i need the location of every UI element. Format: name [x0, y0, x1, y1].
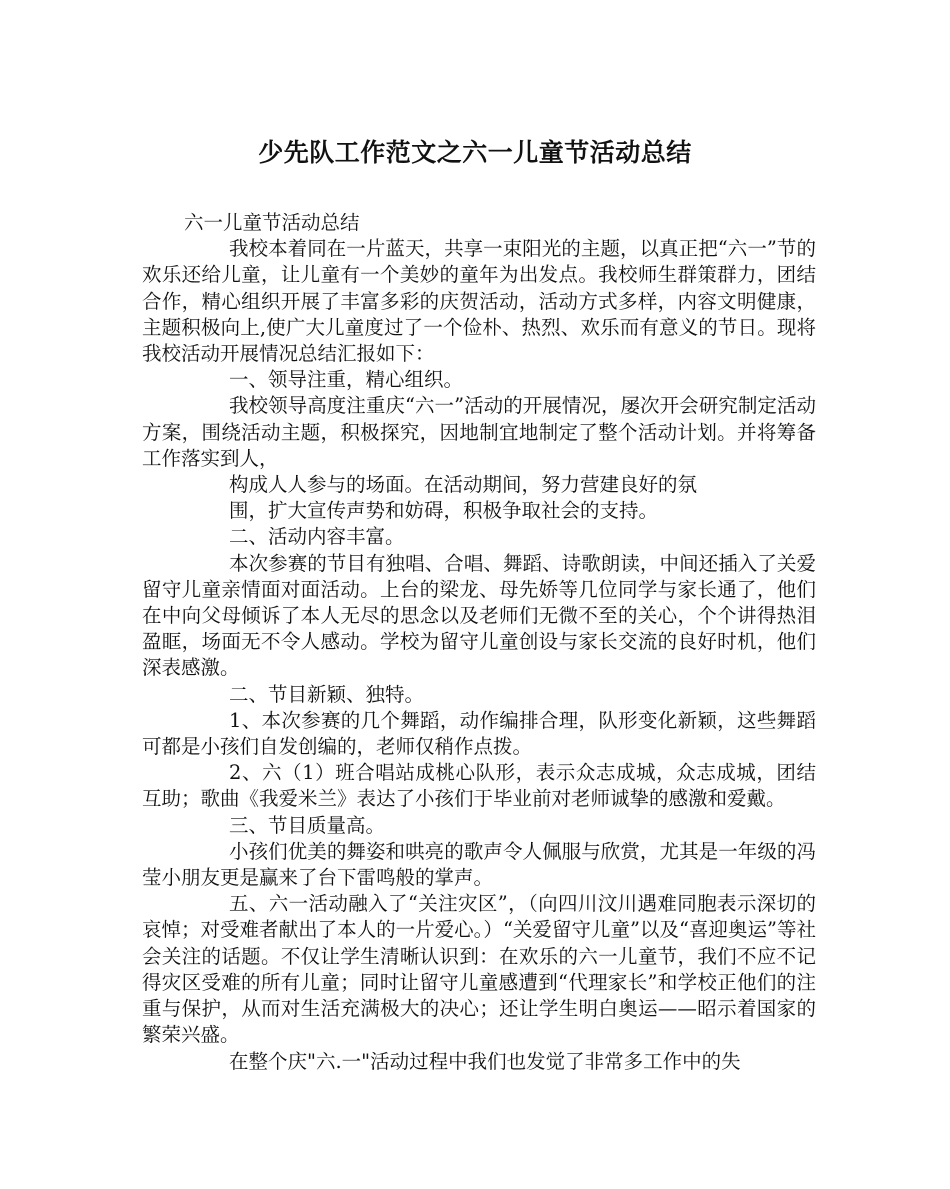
section-heading-summary: 六一儿童节活动总结 [184, 211, 360, 234]
paragraph-intro: 我校本着同在一片蓝天，共享一束阳光的主题，以真正把“六一”节的欢乐还给儿童，让儿童有一个美妙的童年为出发点。我校师生群策群力，团结合作，精心组织开展了丰富多彩的庆贺活动，活动方式多样，内容文明健康，主题积极向上,使广大儿童度过了一个俭朴、热烈、欢乐而有意义的节日。现将我校活动开展情况总结汇报如下： [142, 237, 816, 366]
paragraph-conclusion: 在整个庆"六.一"活动过程中我们也发觉了非常多工作中的失 [229, 1049, 741, 1073]
section-heading-2: 二、活动内容丰富。 [229, 525, 405, 549]
paragraph-participation: 构成人人参与的场面。在活动期间，努力营建良好的氛 [229, 473, 698, 497]
section-heading-3: 三、节目质量高。 [229, 813, 386, 837]
document-body [142, 210, 816, 1075]
paragraph-quality: 小孩们优美的舞姿和哄亮的歌声令人佩服与欣赏，尤其是一年级的冯莹小朋友更是赢来了台下雷鸣般的掌声。 [142, 839, 816, 890]
paragraph-content: 本次参赛的节目有独唱、合唱、舞蹈、诗歌朗读，中间还插入了关爱留守儿童亲情面对面活动。上台的梁龙、母先娇等几位同学与家长通了，他们在中向父母倾诉了本人无尽的思念以及老师们无微不至的关心，个个讲得热泪盈眶，场面无不令人感动。学校为留守儿童创设与家长交流的良好时机，他们深表感激。 [142, 551, 816, 680]
paragraph-dance: 1、本次参赛的几个舞蹈，动作编排合理，队形变化新颖，这些舞蹈可都是小孩们自发创编的，老师仅稍作点拨。 [142, 708, 816, 759]
document-title: 少先队工作范文之六一儿童节活动总结 [258, 138, 692, 167]
section-heading-1: 一、领导注重，精心组织。 [229, 368, 464, 392]
paragraph-social-topics: 五、六一活动融入了“关注灾区”，（向四川汶川遇难同胞表示深切的哀悼；对受难者献出了本人的一片爱心。）“关爱留守儿童”以及“喜迎奥运”等社会关注的话题。不仅让学生清晰认识到：在欢乐的六一儿童节，我们不应不记得灾区受难的所有儿童；同时让留守儿童感遭到“代理家长”和学校正他们的注重与保护，从而对生活充满极大的决心；还让学生明白奥运——昭示着国家的繁荣兴盛。 [142, 892, 816, 1047]
section-heading-2b: 二、节目新颖、独特。 [229, 682, 425, 706]
paragraph-chorus: 2、六（1）班合唱站成桃心队形，表示众志成城，众志成城，团结互助；歌曲《我爱米兰》表达了小孩们于毕业前对老师诚挚的感激和爱戴。 [142, 761, 816, 811]
paragraph-publicity: 围，扩大宣传声势和妨碍，积极争取社会的支持。 [229, 499, 659, 523]
paragraph-leadership: 我校领导高度注重庆“六一”活动的开展情况，屡次开会研究制定活动方案，围绕活动主题，积极探究，因地制宜地制定了整个活动计划。并将筹备工作落实到人， [142, 394, 816, 470]
